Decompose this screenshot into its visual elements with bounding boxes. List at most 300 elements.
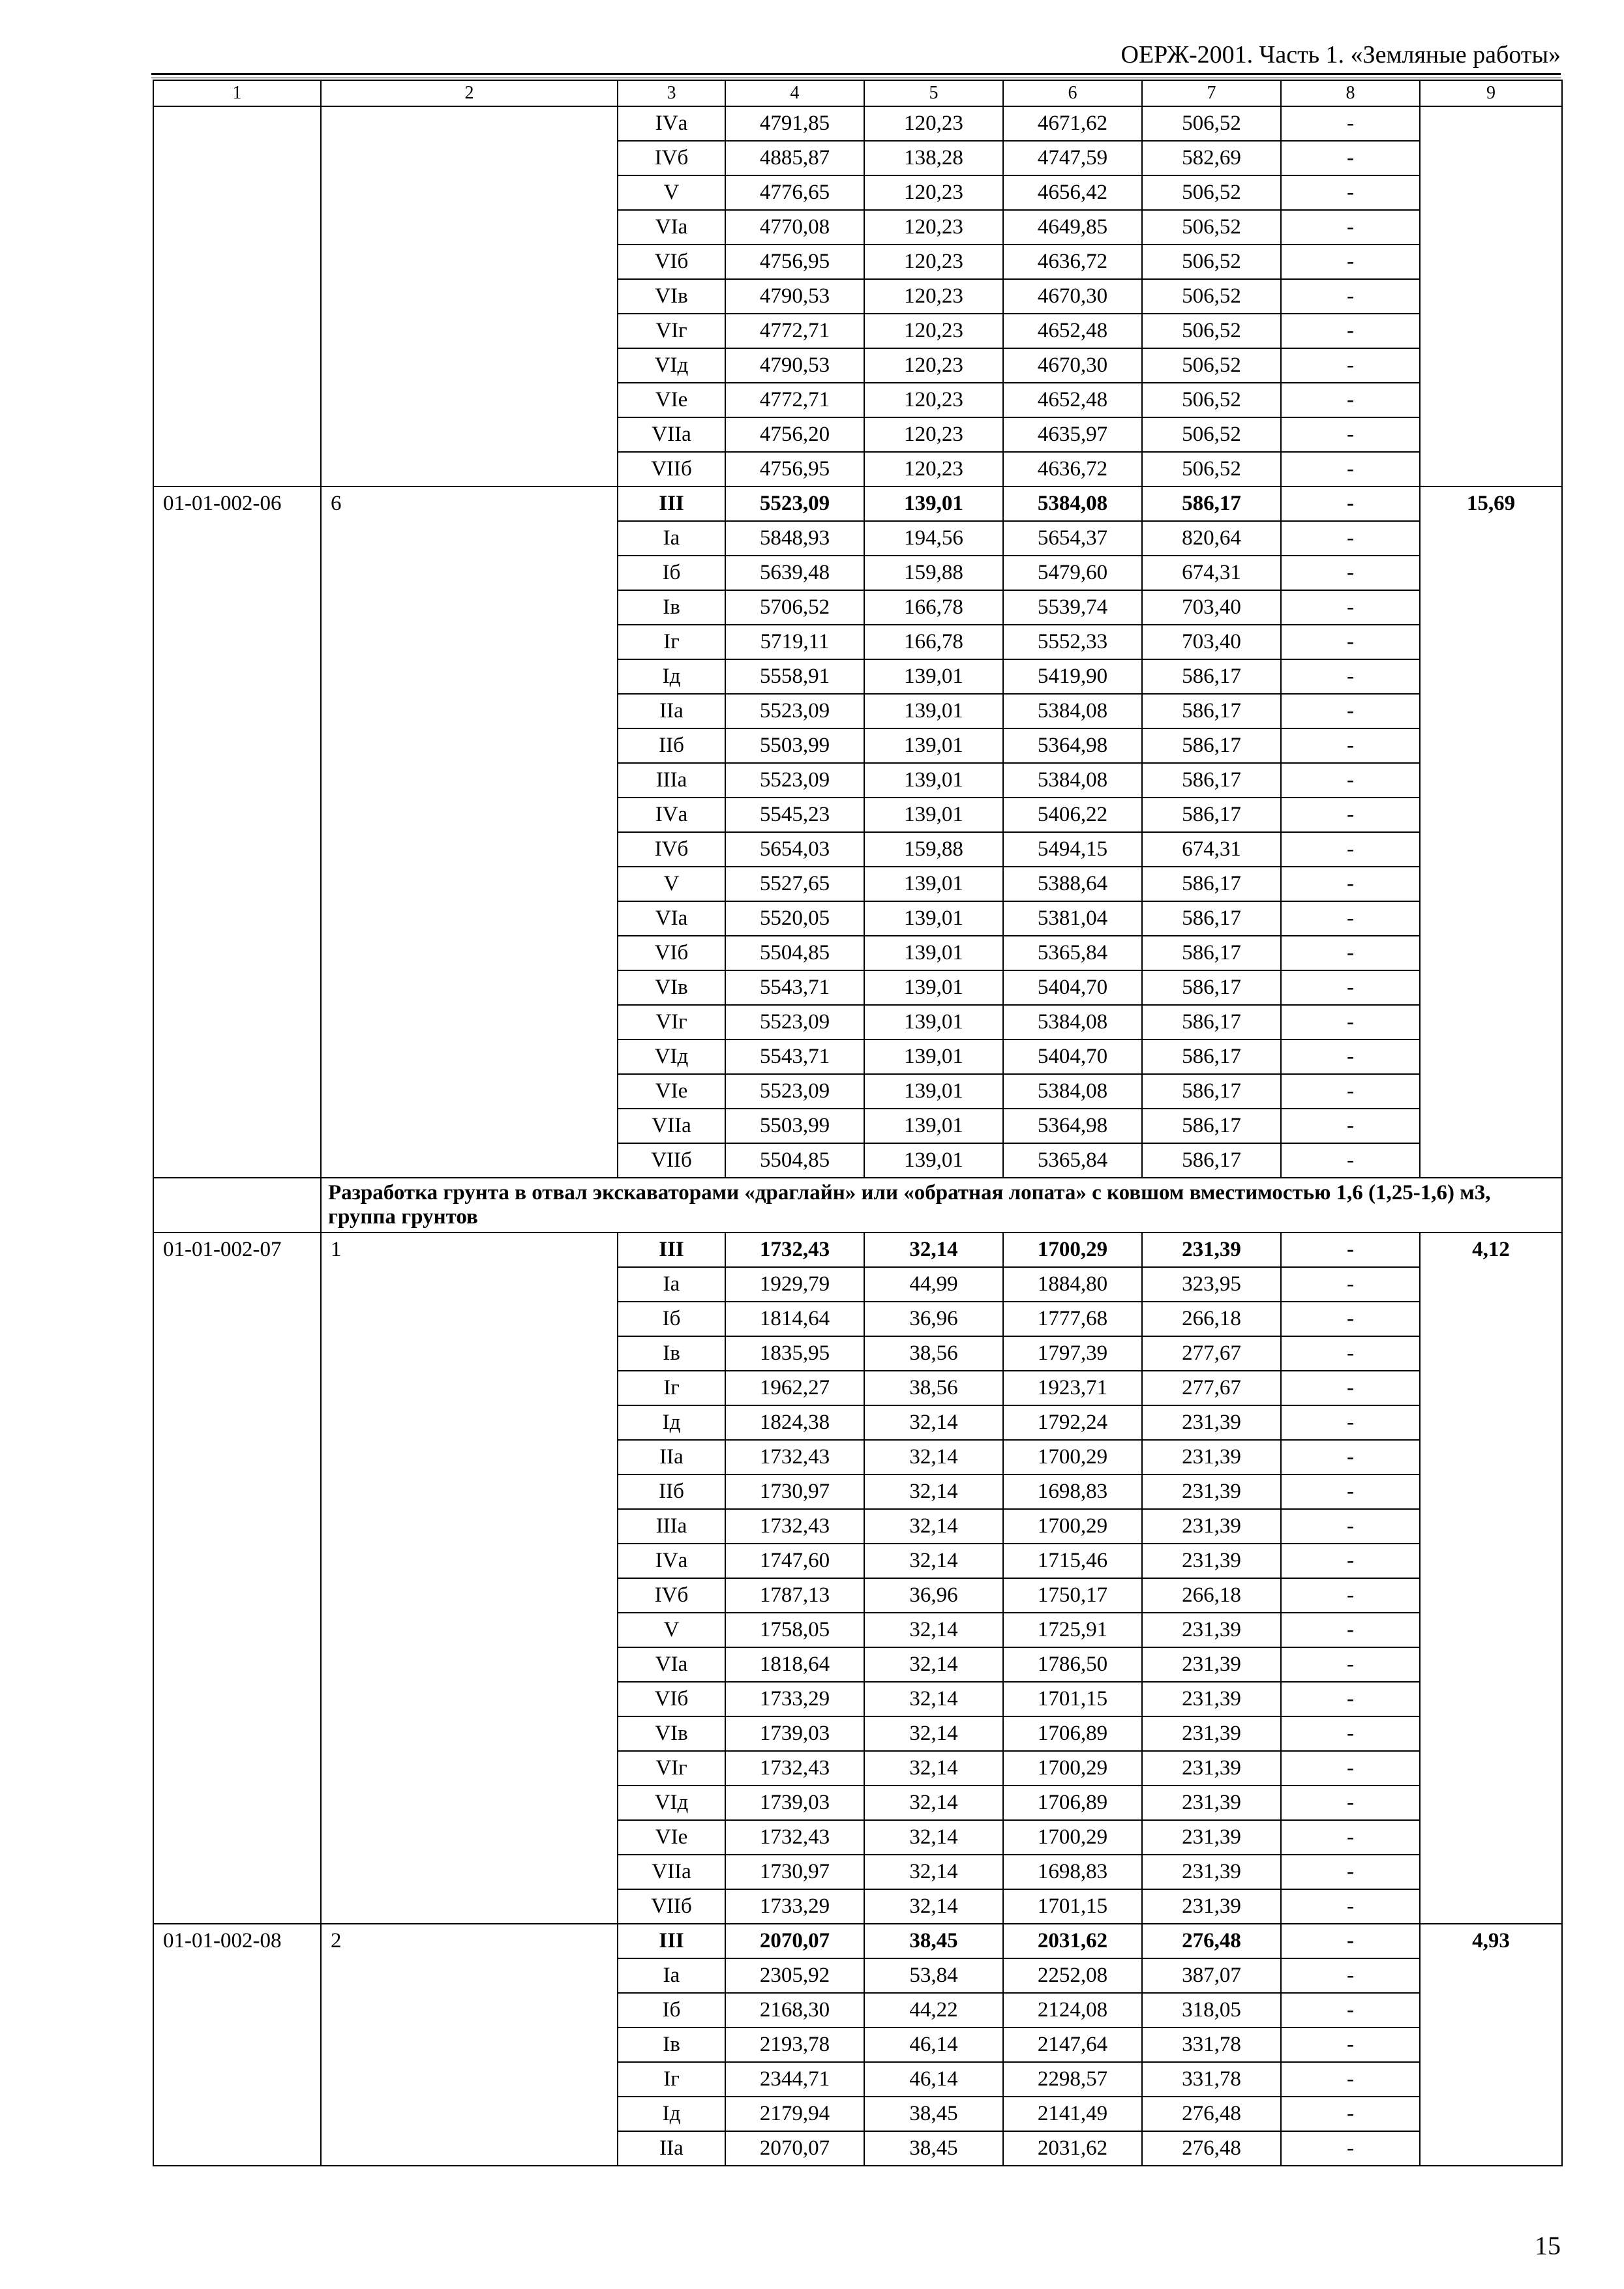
value-cell: 586,17 xyxy=(1142,901,1281,936)
value-cell: 231,39 xyxy=(1142,1613,1281,1647)
value-cell: 1701,15 xyxy=(1003,1682,1142,1716)
page-header-title: ОЕРЖ-2001. Часть 1. «Земляные работы» xyxy=(1120,41,1561,68)
value-cell: - xyxy=(1281,1613,1420,1647)
value-cell: - xyxy=(1281,1267,1420,1302)
value-cell: 139,01 xyxy=(864,901,1003,936)
value-cell: 1824,38 xyxy=(725,1405,864,1440)
value-cell: 5384,08 xyxy=(1003,763,1142,798)
value-cell: VIа xyxy=(618,1647,725,1682)
value-cell: 231,39 xyxy=(1142,1544,1281,1578)
value-cell: 5404,70 xyxy=(1003,970,1142,1005)
value-cell: 32,14 xyxy=(864,1647,1003,1682)
rates-table xyxy=(153,80,1563,2166)
value-cell: 820,64 xyxy=(1142,521,1281,556)
value-cell: 5364,98 xyxy=(1003,1109,1142,1143)
value-cell: 506,52 xyxy=(1142,314,1281,348)
value-cell: 1962,27 xyxy=(725,1371,864,1405)
value-cell: 166,78 xyxy=(864,625,1003,659)
value-cell: 4670,30 xyxy=(1003,348,1142,383)
value-cell: 1739,03 xyxy=(725,1786,864,1820)
value-cell: - xyxy=(1281,521,1420,556)
value-cell: VIе xyxy=(618,383,725,417)
value-cell: - xyxy=(1281,556,1420,590)
value-cell: 1706,89 xyxy=(1003,1716,1142,1751)
value-cell: 4671,62 xyxy=(1003,106,1142,141)
value-cell: IVа xyxy=(618,106,725,141)
column-number-cell: 1 xyxy=(153,80,321,106)
value-cell: 46,14 xyxy=(864,2027,1003,2062)
value-cell: Iа xyxy=(618,521,725,556)
value-cell: 5543,71 xyxy=(725,1040,864,1074)
value-cell: 32,14 xyxy=(864,1233,1003,1267)
value-cell: 2179,94 xyxy=(725,2097,864,2131)
value-cell: 2124,08 xyxy=(1003,1993,1142,2027)
value-cell: 4756,95 xyxy=(725,452,864,486)
value-cell: - xyxy=(1281,1302,1420,1336)
section-title: Разработка грунта в отвал экскаваторами «драглайн» или «обратная лопата» с ковшом вместимостью 1,6 (1,25-1,6) м3, группа грунтов xyxy=(321,1178,1562,1233)
value-cell: 120,23 xyxy=(864,417,1003,452)
value-cell: 5539,74 xyxy=(1003,590,1142,625)
value-cell: 276,48 xyxy=(1142,2097,1281,2131)
value-cell: 2344,71 xyxy=(725,2062,864,2097)
value-cell: - xyxy=(1281,1371,1420,1405)
value-cell: 5494,15 xyxy=(1003,832,1142,867)
value-cell: 586,17 xyxy=(1142,694,1281,728)
value-cell: 139,01 xyxy=(864,1040,1003,1074)
table-row xyxy=(153,1233,1562,1267)
value-cell: 1884,80 xyxy=(1003,1267,1142,1302)
value-cell: - xyxy=(1281,175,1420,210)
value-cell: VIг xyxy=(618,314,725,348)
value-cell: 4756,20 xyxy=(725,417,864,452)
value-cell: IIа xyxy=(618,2131,725,2166)
value-cell: 32,14 xyxy=(864,1474,1003,1509)
value-cell: 139,01 xyxy=(864,1109,1003,1143)
value-cell: 586,17 xyxy=(1142,1074,1281,1109)
value-cell: 38,45 xyxy=(864,1924,1003,1958)
value-cell: 44,99 xyxy=(864,1267,1003,1302)
value-cell: 1814,64 xyxy=(725,1302,864,1336)
value-cell: 120,23 xyxy=(864,452,1003,486)
value-cell: 5527,65 xyxy=(725,867,864,901)
value-cell: 4636,72 xyxy=(1003,245,1142,279)
value-cell: Iв xyxy=(618,590,725,625)
value-cell: - xyxy=(1281,625,1420,659)
value-cell: 5523,09 xyxy=(725,1074,864,1109)
value-cell: - xyxy=(1281,486,1420,521)
value-cell: 318,05 xyxy=(1142,1993,1281,2027)
value-cell: 1732,43 xyxy=(725,1751,864,1786)
value-cell: 266,18 xyxy=(1142,1578,1281,1613)
value-cell: 231,39 xyxy=(1142,1786,1281,1820)
value-cell: VIв xyxy=(618,1716,725,1751)
value-cell: VIе xyxy=(618,1820,725,1855)
value-cell: 5419,90 xyxy=(1003,659,1142,694)
value-cell: 5388,64 xyxy=(1003,867,1142,901)
value-cell: 32,14 xyxy=(864,1786,1003,1820)
table-row xyxy=(153,106,1562,141)
value-cell: VIд xyxy=(618,348,725,383)
value-cell: 586,17 xyxy=(1142,1005,1281,1040)
value-cell: 586,17 xyxy=(1142,728,1281,763)
value-cell: - xyxy=(1281,1682,1420,1716)
value-cell: 4772,71 xyxy=(725,383,864,417)
value-cell: 32,14 xyxy=(864,1820,1003,1855)
value-cell: 1715,46 xyxy=(1003,1544,1142,1578)
value-cell: 2305,92 xyxy=(725,1958,864,1993)
value-cell: IIIа xyxy=(618,1509,725,1544)
value-cell: IVа xyxy=(618,1544,725,1578)
value-cell: VIг xyxy=(618,1005,725,1040)
value-cell: 231,39 xyxy=(1142,1405,1281,1440)
value-cell: VIв xyxy=(618,279,725,314)
value-cell: 32,14 xyxy=(864,1440,1003,1474)
rate-number-cell: 2 xyxy=(321,1924,618,2166)
value-cell: 139,01 xyxy=(864,867,1003,901)
value-cell: 4756,95 xyxy=(725,245,864,279)
value-cell: Iв xyxy=(618,1336,725,1371)
value-cell: 1747,60 xyxy=(725,1544,864,1578)
value-cell: 1732,43 xyxy=(725,1509,864,1544)
header-rule xyxy=(151,73,1561,78)
value-cell: IIа xyxy=(618,1440,725,1474)
value-cell: 586,17 xyxy=(1142,798,1281,832)
value-cell: 231,39 xyxy=(1142,1474,1281,1509)
value-cell: Iб xyxy=(618,1993,725,2027)
value-cell: 674,31 xyxy=(1142,832,1281,867)
value-cell: 2252,08 xyxy=(1003,1958,1142,1993)
value-cell: 139,01 xyxy=(864,728,1003,763)
value-cell: V xyxy=(618,175,725,210)
value-cell: 277,67 xyxy=(1142,1371,1281,1405)
value-cell: 5504,85 xyxy=(725,1143,864,1178)
value-cell: VIв xyxy=(618,970,725,1005)
value-cell: Iг xyxy=(618,2062,725,2097)
value-cell: 506,52 xyxy=(1142,417,1281,452)
value-cell: 159,88 xyxy=(864,556,1003,590)
value-cell: 1706,89 xyxy=(1003,1786,1142,1820)
value-cell: - xyxy=(1281,279,1420,314)
value-cell: 276,48 xyxy=(1142,2131,1281,2166)
value-cell: 586,17 xyxy=(1142,1109,1281,1143)
value-cell: 586,17 xyxy=(1142,659,1281,694)
value-cell: - xyxy=(1281,1578,1420,1613)
value-cell: - xyxy=(1281,1143,1420,1178)
value-cell: 506,52 xyxy=(1142,383,1281,417)
value-cell: 5404,70 xyxy=(1003,1040,1142,1074)
value-cell: 1700,29 xyxy=(1003,1820,1142,1855)
value-cell: 4636,72 xyxy=(1003,452,1142,486)
value-cell: - xyxy=(1281,1751,1420,1786)
value-cell: 5558,91 xyxy=(725,659,864,694)
value-cell: - xyxy=(1281,832,1420,867)
value-cell: 1797,39 xyxy=(1003,1336,1142,1371)
value-cell: 1929,79 xyxy=(725,1267,864,1302)
value-cell: 231,39 xyxy=(1142,1682,1281,1716)
value-cell: VIа xyxy=(618,210,725,245)
value-cell: 5364,98 xyxy=(1003,728,1142,763)
value-cell: - xyxy=(1281,245,1420,279)
value-cell: 586,17 xyxy=(1142,936,1281,970)
value-cell: - xyxy=(1281,590,1420,625)
value-cell: IVб xyxy=(618,141,725,175)
value-cell: 506,52 xyxy=(1142,279,1281,314)
value-cell: 1732,43 xyxy=(725,1233,864,1267)
value-cell: - xyxy=(1281,901,1420,936)
value-cell: 159,88 xyxy=(864,832,1003,867)
value-cell: VIIа xyxy=(618,1855,725,1889)
value-cell: 277,67 xyxy=(1142,1336,1281,1371)
value-cell: - xyxy=(1281,1855,1420,1889)
value-cell: - xyxy=(1281,970,1420,1005)
value-cell: 120,23 xyxy=(864,106,1003,141)
value-cell: VIIа xyxy=(618,417,725,452)
value-cell: - xyxy=(1281,694,1420,728)
value-cell: 586,17 xyxy=(1142,486,1281,521)
value-cell: 5365,84 xyxy=(1003,1143,1142,1178)
value-cell: - xyxy=(1281,1336,1420,1371)
value-cell: - xyxy=(1281,1924,1420,1958)
value-cell: 5654,37 xyxy=(1003,521,1142,556)
col9-cell: 4,93 xyxy=(1420,1924,1562,2166)
value-cell: 139,01 xyxy=(864,659,1003,694)
value-cell: 1733,29 xyxy=(725,1682,864,1716)
value-cell: 4790,53 xyxy=(725,348,864,383)
value-cell: 4652,48 xyxy=(1003,383,1142,417)
value-cell: 506,52 xyxy=(1142,210,1281,245)
empty-cell xyxy=(153,106,321,486)
value-cell: 5523,09 xyxy=(725,1005,864,1040)
value-cell: Iд xyxy=(618,659,725,694)
value-cell: 5545,23 xyxy=(725,798,864,832)
value-cell: - xyxy=(1281,1040,1420,1074)
value-cell: IVб xyxy=(618,1578,725,1613)
value-cell: 506,52 xyxy=(1142,452,1281,486)
value-cell: - xyxy=(1281,314,1420,348)
value-cell: 5406,22 xyxy=(1003,798,1142,832)
value-cell: 5523,09 xyxy=(725,486,864,521)
value-cell: 1730,97 xyxy=(725,1855,864,1889)
value-cell: V xyxy=(618,1613,725,1647)
value-cell: - xyxy=(1281,867,1420,901)
value-cell: 1818,64 xyxy=(725,1647,864,1682)
value-cell: 1698,83 xyxy=(1003,1474,1142,1509)
value-cell: VIIб xyxy=(618,1889,725,1924)
value-cell: - xyxy=(1281,2062,1420,2097)
value-cell: 166,78 xyxy=(864,590,1003,625)
value-cell: VIб xyxy=(618,1682,725,1716)
value-cell: 4656,42 xyxy=(1003,175,1142,210)
value-cell: Iд xyxy=(618,1405,725,1440)
value-cell: 32,14 xyxy=(864,1716,1003,1751)
value-cell: 38,45 xyxy=(864,2097,1003,2131)
value-cell: - xyxy=(1281,210,1420,245)
value-cell: 231,39 xyxy=(1142,1855,1281,1889)
value-cell: 4790,53 xyxy=(725,279,864,314)
value-cell: VIIа xyxy=(618,1109,725,1143)
value-cell: 4770,08 xyxy=(725,210,864,245)
value-cell: Iв xyxy=(618,2027,725,2062)
value-cell: - xyxy=(1281,1440,1420,1474)
value-cell: 5504,85 xyxy=(725,936,864,970)
value-cell: 32,14 xyxy=(864,1509,1003,1544)
value-cell: 5552,33 xyxy=(1003,625,1142,659)
value-cell: 38,56 xyxy=(864,1371,1003,1405)
value-cell: 4772,71 xyxy=(725,314,864,348)
value-cell: 506,52 xyxy=(1142,106,1281,141)
value-cell: 231,39 xyxy=(1142,1647,1281,1682)
value-cell: 4652,48 xyxy=(1003,314,1142,348)
value-cell: 674,31 xyxy=(1142,556,1281,590)
value-cell: 231,39 xyxy=(1142,1820,1281,1855)
value-cell: 5503,99 xyxy=(725,728,864,763)
column-number-cell: 6 xyxy=(1003,80,1142,106)
value-cell: 1923,71 xyxy=(1003,1371,1142,1405)
value-cell: - xyxy=(1281,106,1420,141)
value-cell: 5384,08 xyxy=(1003,1074,1142,1109)
column-number-cell: 3 xyxy=(618,80,725,106)
value-cell: 32,14 xyxy=(864,1682,1003,1716)
value-cell: 139,01 xyxy=(864,970,1003,1005)
value-cell: 2298,57 xyxy=(1003,2062,1142,2097)
value-cell: VIг xyxy=(618,1751,725,1786)
value-cell: 1733,29 xyxy=(725,1889,864,1924)
value-cell: 1700,29 xyxy=(1003,1751,1142,1786)
value-cell: Iд xyxy=(618,2097,725,2131)
value-cell: 46,14 xyxy=(864,2062,1003,2097)
value-cell: 2070,07 xyxy=(725,1924,864,1958)
value-cell: 4776,65 xyxy=(725,175,864,210)
value-cell: 586,17 xyxy=(1142,867,1281,901)
value-cell: 2070,07 xyxy=(725,2131,864,2166)
rate-number-cell: 1 xyxy=(321,1233,618,1924)
value-cell: 2031,62 xyxy=(1003,2131,1142,2166)
value-cell: - xyxy=(1281,1820,1420,1855)
value-cell: 231,39 xyxy=(1142,1716,1281,1751)
value-cell: 1700,29 xyxy=(1003,1233,1142,1267)
value-cell: - xyxy=(1281,417,1420,452)
value-cell: 1777,68 xyxy=(1003,1302,1142,1336)
value-cell: - xyxy=(1281,2097,1420,2131)
value-cell: 120,23 xyxy=(864,175,1003,210)
value-cell: VIб xyxy=(618,245,725,279)
value-cell: 231,39 xyxy=(1142,1751,1281,1786)
value-cell: 139,01 xyxy=(864,1143,1003,1178)
value-cell: 5384,08 xyxy=(1003,694,1142,728)
value-cell: III xyxy=(618,1233,725,1267)
value-cell: 5479,60 xyxy=(1003,556,1142,590)
value-cell: 1792,24 xyxy=(1003,1405,1142,1440)
value-cell: 5384,08 xyxy=(1003,1005,1142,1040)
value-cell: 331,78 xyxy=(1142,2062,1281,2097)
value-cell: VIд xyxy=(618,1040,725,1074)
value-cell: 5848,93 xyxy=(725,521,864,556)
rate-number-cell: 6 xyxy=(321,486,618,1178)
value-cell: 5543,71 xyxy=(725,970,864,1005)
value-cell: 4635,97 xyxy=(1003,417,1142,452)
value-cell: 139,01 xyxy=(864,1005,1003,1040)
value-cell: - xyxy=(1281,1993,1420,2027)
value-cell: 1750,17 xyxy=(1003,1578,1142,1613)
value-cell: 139,01 xyxy=(864,936,1003,970)
value-cell: 1698,83 xyxy=(1003,1855,1142,1889)
value-cell: 5706,52 xyxy=(725,590,864,625)
value-cell: 266,18 xyxy=(1142,1302,1281,1336)
value-cell: Iб xyxy=(618,556,725,590)
col9-cell xyxy=(1420,106,1562,486)
value-cell: IIб xyxy=(618,1474,725,1509)
page-number: 15 xyxy=(1535,2231,1561,2260)
value-cell: 32,14 xyxy=(864,1751,1003,1786)
column-number-cell: 8 xyxy=(1281,80,1420,106)
value-cell: 1730,97 xyxy=(725,1474,864,1509)
empty-cell xyxy=(321,106,618,486)
value-cell: 2141,49 xyxy=(1003,2097,1142,2131)
value-cell: 36,96 xyxy=(864,1302,1003,1336)
col9-cell: 4,12 xyxy=(1420,1233,1562,1924)
value-cell: VIIб xyxy=(618,1143,725,1178)
value-cell: - xyxy=(1281,1786,1420,1820)
value-cell: 5365,84 xyxy=(1003,936,1142,970)
value-cell: - xyxy=(1281,936,1420,970)
value-cell: 4670,30 xyxy=(1003,279,1142,314)
value-cell: 1732,43 xyxy=(725,1440,864,1474)
value-cell: - xyxy=(1281,452,1420,486)
value-cell: 1758,05 xyxy=(725,1613,864,1647)
value-cell: 5523,09 xyxy=(725,694,864,728)
value-cell: 32,14 xyxy=(864,1855,1003,1889)
table-row xyxy=(153,486,1562,521)
value-cell: - xyxy=(1281,1889,1420,1924)
value-cell: 38,45 xyxy=(864,2131,1003,2166)
value-cell: 44,22 xyxy=(864,1993,1003,2027)
value-cell: Iб xyxy=(618,1302,725,1336)
column-number-row xyxy=(153,80,1562,106)
value-cell: 2168,30 xyxy=(725,1993,864,2027)
value-cell: 231,39 xyxy=(1142,1509,1281,1544)
value-cell: IVа xyxy=(618,798,725,832)
value-cell: IIб xyxy=(618,728,725,763)
value-cell: - xyxy=(1281,728,1420,763)
value-cell: 703,40 xyxy=(1142,590,1281,625)
column-number-cell: 9 xyxy=(1420,80,1562,106)
value-cell: 331,78 xyxy=(1142,2027,1281,2062)
value-cell: 323,95 xyxy=(1142,1267,1281,1302)
value-cell: VIе xyxy=(618,1074,725,1109)
value-cell: - xyxy=(1281,348,1420,383)
value-cell: - xyxy=(1281,659,1420,694)
value-cell: Iг xyxy=(618,625,725,659)
rate-code-cell: 01-01-002-06 xyxy=(153,486,321,1178)
value-cell: 506,52 xyxy=(1142,175,1281,210)
value-cell: 703,40 xyxy=(1142,625,1281,659)
value-cell: - xyxy=(1281,383,1420,417)
value-cell: 120,23 xyxy=(864,314,1003,348)
column-number-cell: 7 xyxy=(1142,80,1281,106)
value-cell: 5503,99 xyxy=(725,1109,864,1143)
value-cell: 1700,29 xyxy=(1003,1509,1142,1544)
column-number-cell: 4 xyxy=(725,80,864,106)
value-cell: - xyxy=(1281,1509,1420,1544)
value-cell: 53,84 xyxy=(864,1958,1003,1993)
value-cell: 4747,59 xyxy=(1003,141,1142,175)
value-cell: III xyxy=(618,1924,725,1958)
value-cell: - xyxy=(1281,141,1420,175)
value-cell: 2193,78 xyxy=(725,2027,864,2062)
value-cell: - xyxy=(1281,2131,1420,2166)
value-cell: 231,39 xyxy=(1142,1889,1281,1924)
section-row xyxy=(153,1178,1562,1233)
